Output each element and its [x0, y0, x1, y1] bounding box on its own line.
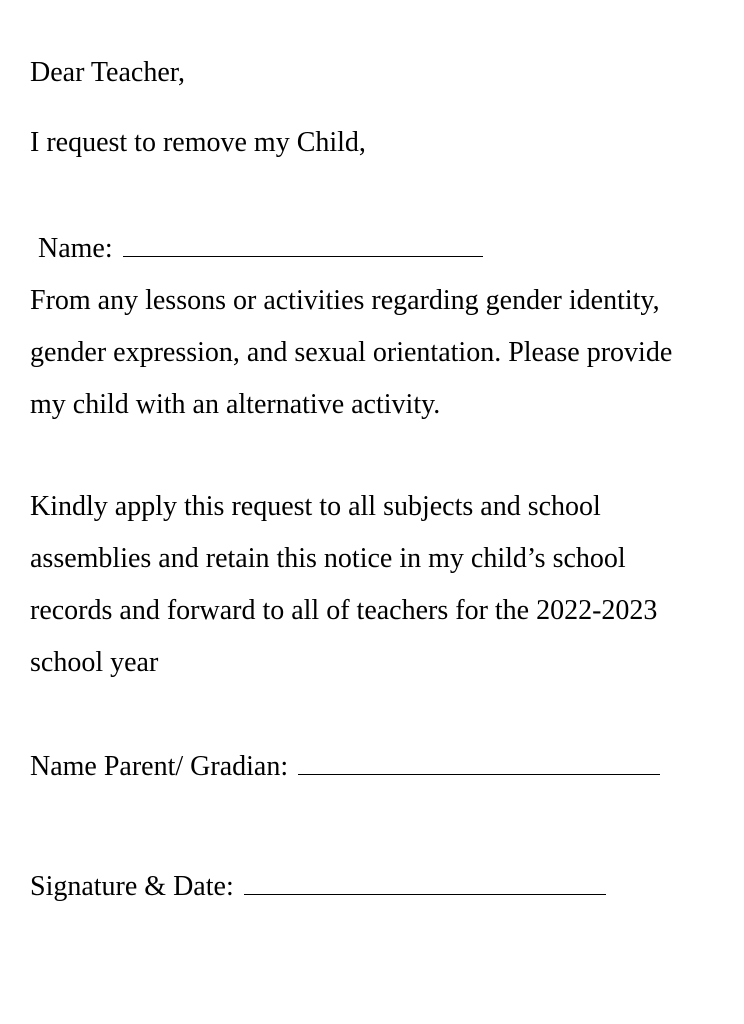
signature-date-blank[interactable]: [244, 868, 606, 895]
paragraph1-line: my child with an alternative activity.: [30, 389, 441, 420]
parent-name-field: [30, 748, 660, 784]
paragraph1-line: From any lessons or activities regarding gender identity,: [30, 285, 660, 316]
child-name-field: [38, 230, 483, 266]
parent-name-blank[interactable]: [298, 748, 660, 775]
child-name-label: Name:: [38, 233, 113, 264]
parent-name-label: Name Parent/ Gradian:: [30, 751, 289, 782]
request-line: I request to remove my Child,: [30, 127, 366, 158]
paragraph1-line: gender expression, and sexual orientation. Please provide: [30, 337, 673, 368]
paragraph2-line: Kindly apply this request to all subjects and school: [30, 491, 601, 522]
child-name-blank[interactable]: [123, 230, 483, 257]
paragraph2-line: records and forward to all of teachers for the 2022-2023: [30, 595, 658, 626]
paragraph2-line: school year: [30, 647, 159, 678]
signature-date-label: Signature & Date:: [30, 871, 234, 902]
signature-date-field: [30, 868, 606, 904]
greeting: Dear Teacher,: [30, 57, 185, 88]
paragraph2-line: assemblies and retain this notice in my child’s school: [30, 543, 626, 574]
